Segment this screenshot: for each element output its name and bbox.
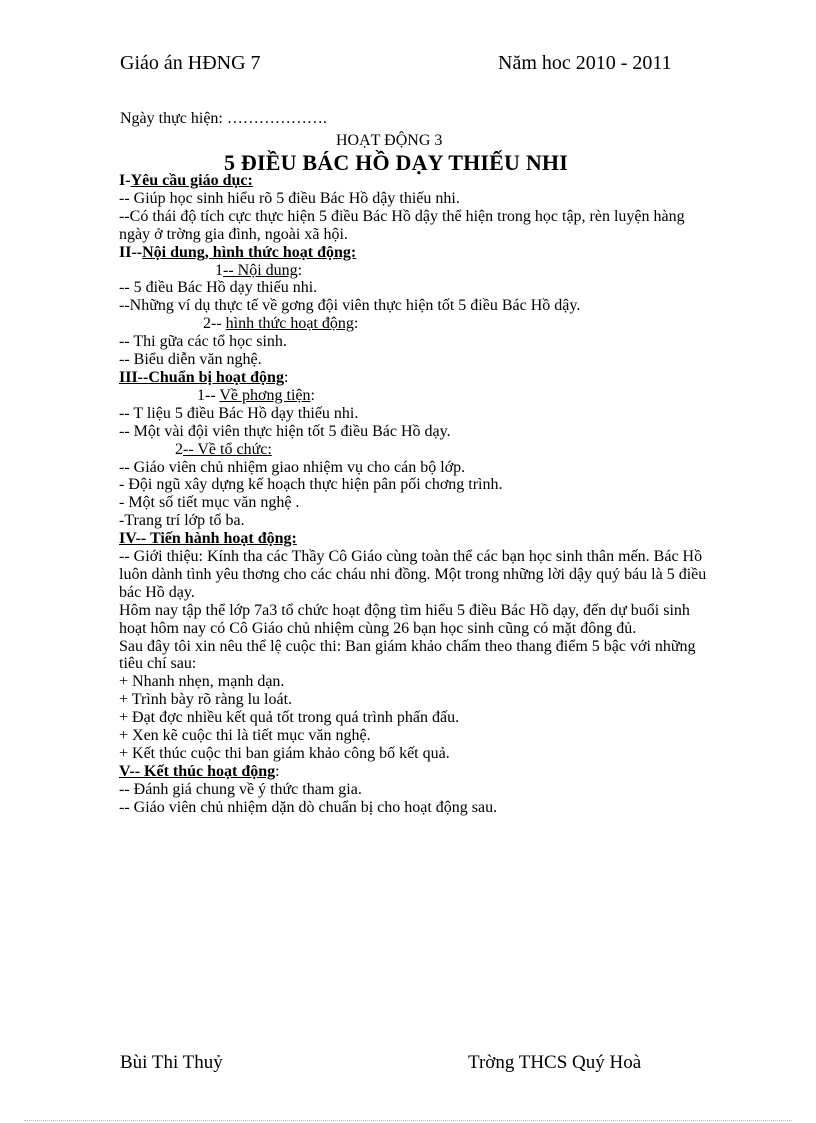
section3-line: -Trang trí lớp tổ ba. <box>119 512 245 530</box>
header-right: Năm hoc 2010 - 2011 <box>498 52 672 74</box>
section2-line: --Những ví dụ thực tế về gơng đội viên thực hiện tốt 5 điều Bác Hồ dậy. <box>119 297 581 315</box>
section4-criterion: + Đạt đợc nhiều kết quả tốt trong quá trình phấn đấu. <box>119 709 460 727</box>
footer-author: Bùi Thi Thuỷ <box>120 1052 223 1073</box>
section4-criterion: + Nhanh nhẹn, mạnh dạn. <box>119 673 285 691</box>
section3-line: - Đội ngũ xây dựng kế hoạch thực hiện pân pối chơng trình. <box>119 476 503 494</box>
section4-paragraph: -- Giới thiệu: Kính tha các Thầy Cô Giáo cùng toàn thể các bạn học sinh thân mến. Bác Hồ luôn dành tình yêu thơng cho các cháu nhi đồng. Một trong những lời dậy quý báu là 5 điều bác Hồ dạy. <box>119 548 707 601</box>
section4-paragraph: Sau đây tôi xin nêu thể lệ cuộc thi: Ban giám khảo chấm theo thang điểm 5 bậc với những tiêu chí sau: <box>119 637 696 673</box>
section2-subheading-2: 2-- hình thức hoạt động: <box>203 315 359 333</box>
section2-line: -- Biểu diễn văn nghệ. <box>119 351 262 369</box>
section2-subheading-1: 1-- Nội dung: <box>215 261 303 279</box>
activity-label: HOẠT ĐỘNG 3 <box>336 132 443 149</box>
document-body <box>119 172 709 817</box>
section2-line: -- Thi gữa các tổ học sinh. <box>119 333 287 351</box>
section3-subheading-2: 2-- Về tổ chức: <box>175 440 272 458</box>
section4-heading: IV-- Tiến hành hoạt động: <box>119 530 297 548</box>
document-title: 5 ĐIỀU BÁC HỒ DẠY THIẾU NHI <box>224 150 569 175</box>
section4-criterion: + Trình bày rõ ràng lu loát. <box>119 691 293 709</box>
section4-criterion: + Kết thúc cuộc thi ban giám khảo công bố kết quả. <box>119 745 450 762</box>
section3-line: -- T liệu 5 điều Bác Hồ dạy thiếu nhi. <box>119 404 359 422</box>
section4-paragraph: Hôm nay tập thể lớp 7a3 tổ chức hoạt động tìm hiểu 5 điều Bác Hồ dạy, đến dự buổi sinh hoạt hôm nay có Cô Giáo chủ nhiệm cùng 26 bạn học sinh cũng có mặt đông đủ. <box>119 601 690 637</box>
section4-criterion: + Xen kẽ cuộc thi là tiết mục văn nghệ. <box>119 727 371 745</box>
section3-line: -- Giáo viên chủ nhiệm giao nhiệm vụ cho cán bộ lớp. <box>119 458 466 476</box>
section3-subheading-1: 1-- Về phơng tiện: <box>197 386 315 404</box>
page-bottom-rule <box>24 1120 792 1121</box>
section3-line: -- Một vài đội viên thực hiện tốt 5 điều Bác Hồ dạy. <box>119 422 451 440</box>
section3-heading: III--Chuẩn bị hoạt động: <box>119 368 289 386</box>
section2-heading: II--Nội dung, hình thức hoạt động: <box>119 243 357 261</box>
section1-heading: I-Yêu cầu giáo dục: <box>119 172 253 189</box>
footer-school: Trờng THCS Quý Hoà <box>468 1052 642 1073</box>
section1-line: -- Giúp học sinh hiểu rõ 5 điều Bác Hồ dậy thiếu nhi. <box>119 189 460 207</box>
section1-line: --Có thái độ tích cực thực hiện 5 điều Bác Hồ dậy thể hiện trong học tập, rèn luyện hàng ngày ở trờng gia đình, ngoài xã hội. <box>119 207 685 243</box>
section5-heading: V-- Kết thúc hoạt động: <box>119 762 280 780</box>
section5-line: -- Giáo viên chủ nhiệm dặn dò chuẩn bị cho hoạt động sau. <box>119 798 498 816</box>
header-left: Giáo án HĐNG 7 <box>120 52 261 74</box>
date-line: Ngày thực hiện: ………………. <box>120 110 327 127</box>
section5-line: -- Đánh giá chung về ý thức tham gia. <box>119 780 362 798</box>
section2-line: -- 5 điều Bác Hồ dạy thiếu nhi. <box>119 279 318 297</box>
section3-line: - Một số tiết mục văn nghệ . <box>119 494 300 512</box>
